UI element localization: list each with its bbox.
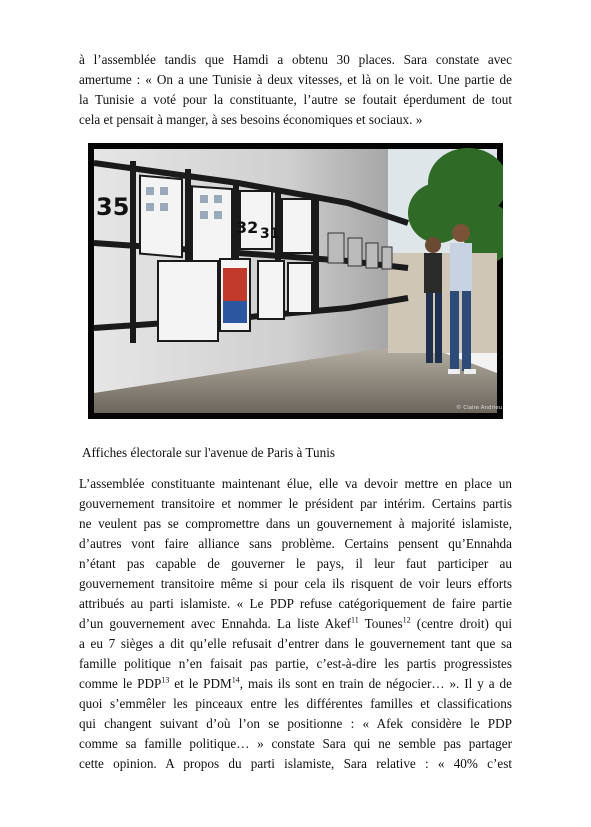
text-line: quoi s’emmêler les pinceaux entre les différentes familles et classifications <box>79 696 512 711</box>
board-number: 31 <box>260 226 280 242</box>
election-posters-photo <box>88 143 503 419</box>
text-line: gouvernement transitoire même si pour cela ils risquent de voir leurs efforts <box>79 576 512 591</box>
footnote-ref: 14 <box>231 675 240 685</box>
text-line: n’étant pas capable de gouverner le pays, il leur faut participer au <box>79 556 512 571</box>
text-line: amertume : « On a une Tunisie à deux vitesses, et là on le voit. Une partie de <box>79 72 512 87</box>
text-line: gouvernement transitoire et nommer le président par intérim. Certains partis <box>79 496 512 511</box>
text-line: ne veulent pas se compromettre dans un gouvernement à majorité islamiste, <box>79 516 512 531</box>
text-line: attribués au parti islamiste. « Le PDP refuse catégoriquement de faire partie <box>79 596 512 611</box>
text-fragment: qui <box>495 616 512 631</box>
text-line: la Tunisie a voté pour la constituante, l’autre se foutait éperdument de tout <box>79 92 512 107</box>
board-number: 35 <box>96 193 130 221</box>
text-line <box>79 674 512 694</box>
text-line: d’autres vont faire alliance sans problème. Certains pensent qu’Ennahda <box>79 536 512 551</box>
text-fragment: Tounes <box>358 616 403 631</box>
text-line: cette opinion. A propos du parti islamiste, Sara relative : « 40% c’est <box>79 756 512 771</box>
footnote-ref: 11 <box>351 615 359 625</box>
text-line: L’assemblée constituante maintenant élue, elle va devoir mettre en place un <box>79 476 512 491</box>
board-number: 32 <box>236 218 259 237</box>
text-line: qui changent suivant d’où l’on se positionne : « Afek considère le PDP <box>79 716 512 731</box>
text-fragment: , mais ils sont en train de négocier… ». Il y a de <box>239 676 512 691</box>
footnote-ref: 12 <box>402 615 411 625</box>
text-line: à l’assemblée tandis que Hamdi a obtenu 30 places. Sara constate avec <box>79 52 512 67</box>
text-fragment: comme le PDP <box>79 676 162 691</box>
text-line: a eu 7 sièges a dit qu’elle refusait d’entrer dans le gouvernement tant que sa <box>79 636 512 651</box>
text-fragment: (centre droit) <box>410 616 489 631</box>
text-fragment: et le PDM <box>169 676 232 691</box>
text-line <box>79 614 512 634</box>
paragraph-1 <box>79 50 512 130</box>
text-fragment: d’un gouvernement avec Ennahda. La liste Akef <box>79 616 351 631</box>
text-line: cela et pensait à manger, à ses besoins économiques et sociaux. » <box>79 112 423 127</box>
photo-credit: © Claire Andrieu <box>456 405 503 411</box>
paragraph-2 <box>79 474 512 774</box>
photo-caption: Affiches électorale sur l'avenue de Paris à Tunis <box>82 445 335 460</box>
text-line: comme sa famille politique… » constate Sara qui ne semble pas partager <box>79 736 512 751</box>
text-line: famille politique n’en faisait pas partie, c’est-à-dire les partis progressistes <box>79 656 512 671</box>
footnote-ref: 13 <box>161 675 170 685</box>
